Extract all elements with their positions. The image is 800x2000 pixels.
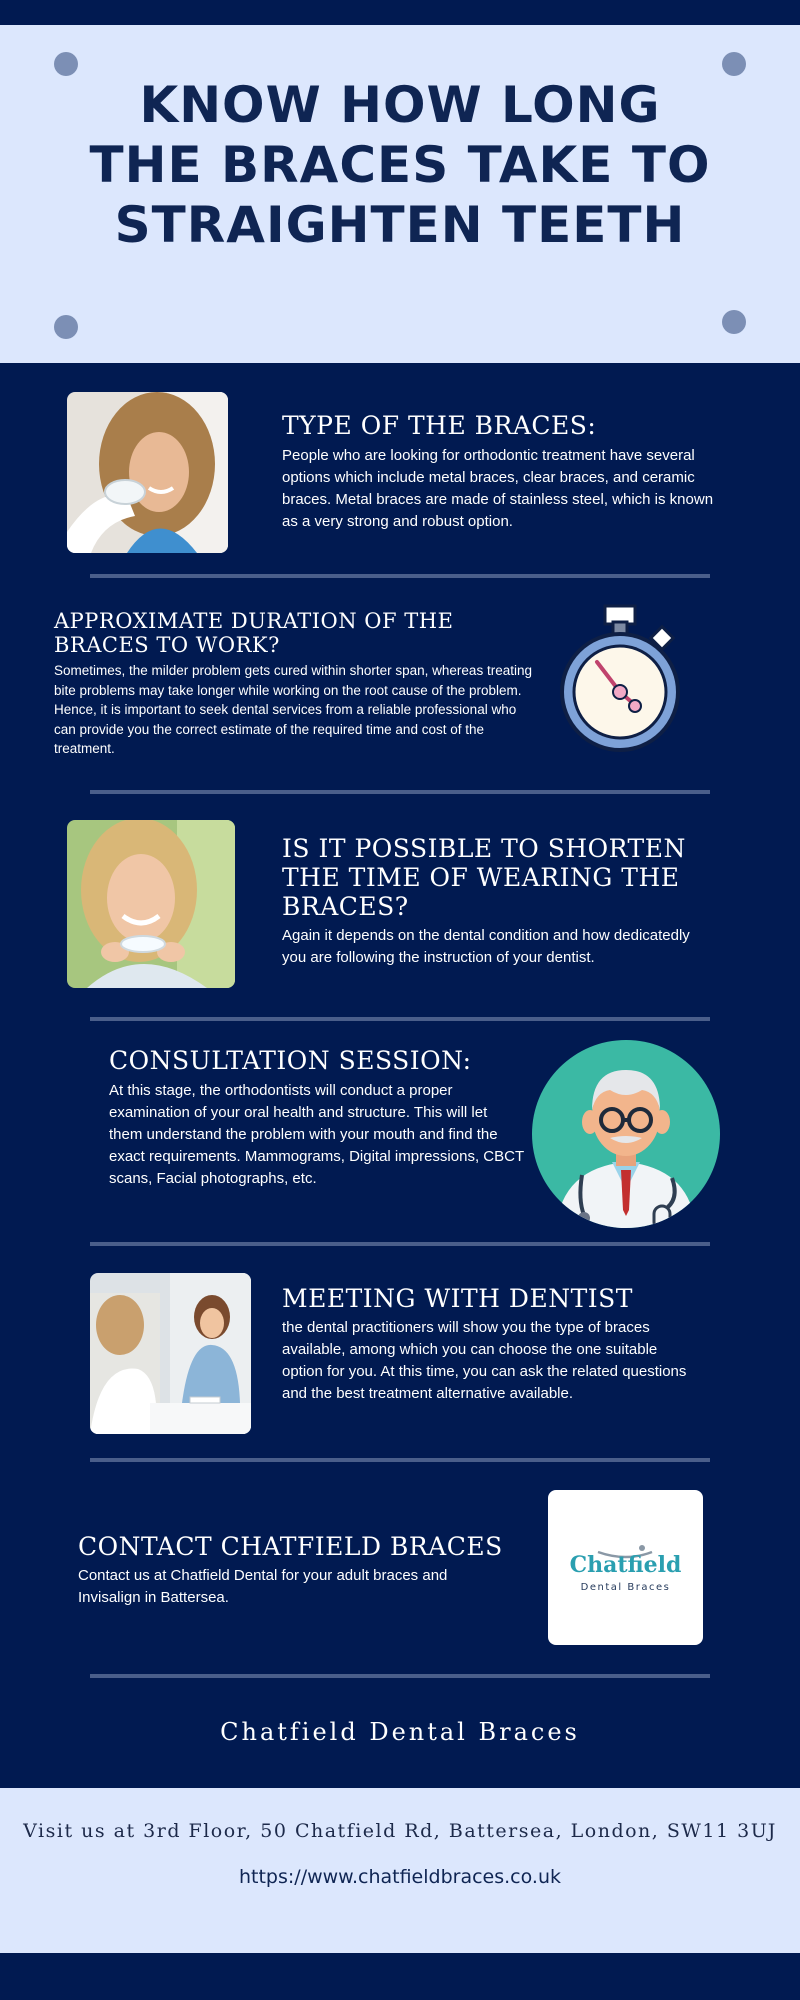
logo-name: Chatfield [569, 1552, 682, 1578]
section-body-consultation: At this stage, the orthodontists will conduct a proper examination of your oral health and structure. This will let them understand the problem with your mouth and find the exact requirements. Mammograms, Digital impressions, CBCT scans, Facial photographs, etc. [109, 1082, 524, 1187]
section-divider [90, 1242, 710, 1246]
footer-brand-name: Chatfield Dental Braces [220, 1718, 580, 1746]
section-divider [90, 1458, 710, 1462]
logo-subtitle: Dental Braces [580, 1582, 671, 1593]
aligner-photo-illustration [67, 392, 228, 553]
section-divider [90, 1674, 710, 1678]
woman-holding-aligner-photo [67, 392, 228, 553]
section-heading-contact: CONTACT CHATFIELD BRACES [78, 1532, 503, 1561]
section-heading-meeting-dentist: MEETING WITH DENTIST [282, 1284, 633, 1313]
corner-dot-bottom-right [722, 310, 746, 334]
stopwatch-icon [555, 600, 685, 755]
doctor-icon [532, 1040, 720, 1228]
section-body-contact: Contact us at Chatfield Dental for your adult braces and Invisalign in Battersea. [78, 1567, 448, 1606]
chatfield-logo-card [548, 1490, 703, 1645]
bottom-strip [0, 1953, 800, 2000]
section-divider [90, 1017, 710, 1021]
section-body-braces-types: People who are looking for orthodontic treatment have several options which include metal braces, clear braces, and ceramic braces. Metal braces are made of stainless steel, which is known as a very strong and robust option. [282, 447, 714, 530]
corner-dot-bottom-left [54, 315, 78, 339]
section-heading-consultation: CONSULTATION SESSION: [109, 1046, 472, 1075]
section-heading-duration: APPROXIMATE DURATION OF THE BRACES TO WORK? [54, 609, 454, 657]
top-strip [0, 0, 800, 25]
corner-dot-top-left [54, 52, 78, 76]
section-body-shorten-time: Again it depends on the dental condition and how dedicatedly you are following the instruction of your dentist. [282, 927, 690, 966]
section-heading-shorten-time: IS IT POSSIBLE TO SHORTEN THE TIME OF WEARING THE BRACES? [282, 834, 686, 921]
section-heading-braces-types: TYPE OF THE BRACES: [282, 411, 597, 440]
footer-address: Visit us at 3rd Floor, 50 Chatfield Rd, Battersea, London, SW11 3UJ [23, 1820, 777, 1842]
section-body-meeting-dentist: the dental practitioners will show you the type of braces available, among which you can choose the one suitable option for you. At this time, you can ask the related questions and the best treatment alternative available. [282, 1319, 687, 1402]
website-link[interactable]: https://www.chatfieldbraces.co.uk [238, 1866, 561, 1888]
section-divider [90, 574, 710, 578]
corner-dot-top-right [722, 52, 746, 76]
dentist-meeting-illustration [90, 1273, 251, 1434]
smiling-woman-illustration [67, 820, 235, 988]
dentist-meeting-photo [90, 1273, 251, 1434]
smiling-woman-with-aligner-photo [67, 820, 235, 988]
section-divider [90, 790, 710, 794]
page-title: KNOW HOW LONG THE BRACES TAKE TO STRAIGHTEN TEETH [89, 76, 711, 254]
section-body-duration: Sometimes, the milder problem gets cured within shorter span, whereas treating bite problems may take longer while working on the root cause of the problem. Hence, it is important to seek dental services from a reliable professional who can provide you the correct estimate of the required time and cost of the treatment. [54, 663, 532, 756]
